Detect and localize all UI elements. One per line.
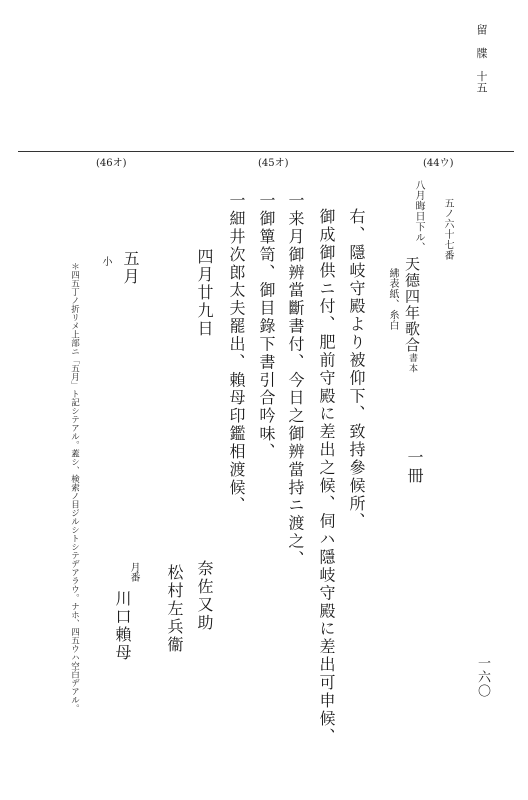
duty-label: 月番 [128, 562, 139, 583]
entry-number: 五ノ六十七番 [442, 198, 453, 261]
body-line-4: 一御簞笥、御目錄下書引合吟味、 [257, 192, 276, 461]
entry-title [404, 256, 419, 374]
column-number-44u: (44ウ) [423, 158, 454, 169]
header-rule [18, 151, 514, 152]
column-number-46o: (46オ) [96, 158, 127, 169]
body-line-3: 一来月御辨當斷書付、今日之御辨當持ニ渡之、 [286, 192, 305, 569]
running-title: 留 牒 十五 [475, 24, 488, 94]
duty-name: 川口賴母 [113, 590, 132, 662]
month-size: 小 [100, 256, 111, 267]
body-line-1: 右、隱岐守殿より被仰下、致持參候所、 [347, 208, 366, 531]
body-line-2: 御成御供ニ付、肥前守殿に差出之候、伺ハ隱岐守殿に差出可申候、 [317, 208, 336, 746]
binding-note: 紼表紙、糸白 [387, 268, 398, 331]
month-label: 五月 [121, 250, 140, 286]
entry-title-main: 天德四年歌合 [403, 256, 421, 354]
footnote: ＊四五丁ノ折リメ上部ニ「五月」ト記シテアル。蓋シ、検索ノ目ジルシトシテデアラウ。ナホ、四五ウハ空白デアル。 [69, 262, 80, 713]
entry-title-suffix: 書本 [407, 353, 417, 374]
body-line-5: 一細井次郎太夫罷出、賴母印鑑相渡候、 [227, 192, 246, 515]
column-number-45o: (45オ) [258, 158, 289, 169]
date-line: 四月廿九日 [195, 248, 214, 338]
signature-nasa: 奈佐又助 [195, 560, 214, 632]
signature-matsumura: 松村左兵衞 [165, 564, 184, 654]
volume-count: 一冊 [405, 449, 424, 485]
page-number: 一六〇 [475, 656, 490, 699]
entry-date-note: 八月晦日下ル、 [413, 180, 424, 253]
